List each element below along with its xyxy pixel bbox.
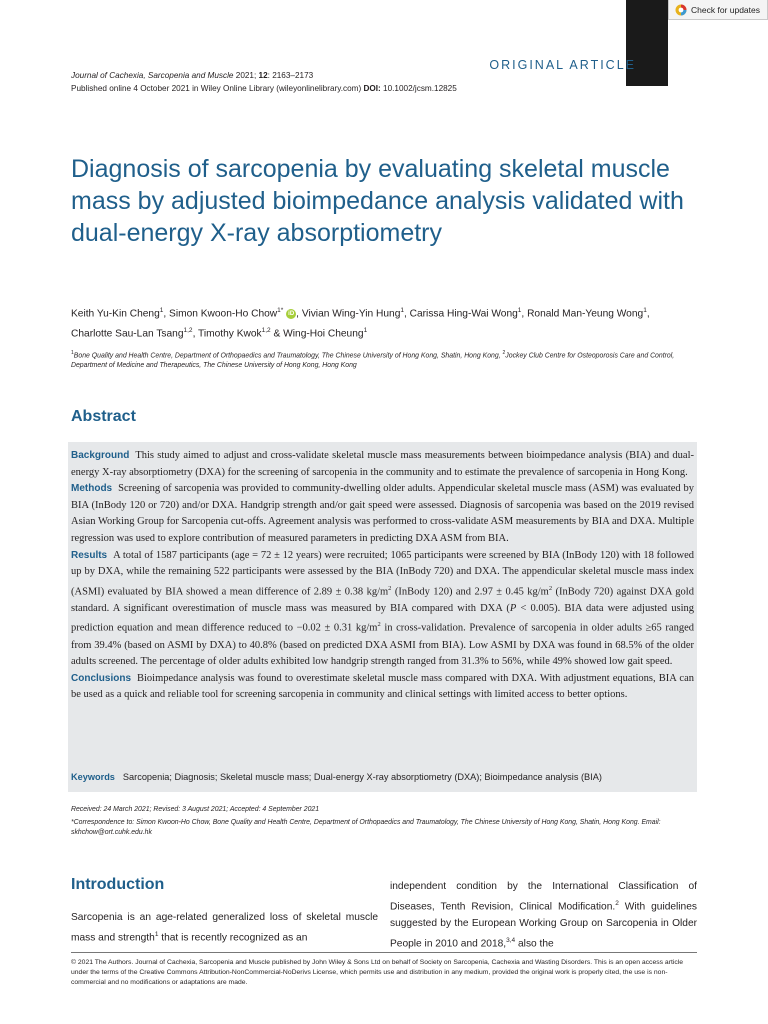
p-value-symbol: P [509,602,517,614]
author-name[interactable]: , Vivian Wing-Yin Hung [296,308,401,320]
keywords-label: Keywords [71,772,115,782]
author-name[interactable]: Keith Yu-Kin Cheng [71,308,160,320]
introduction-heading: Introduction [71,876,165,893]
header-tab-decoration [626,0,668,86]
affiliations [71,348,691,371]
body-text: also the [515,938,554,950]
orcid-icon[interactable]: iD [288,310,295,317]
affiliation-mark: 2 [502,350,506,356]
author-name[interactable]: & Wing-Hoi Cheung [270,328,364,340]
superscript: 2 [548,584,553,592]
article-type-label: ORIGINAL ARTICLE [489,58,636,72]
introduction-column-right [390,878,697,953]
superscript: 2 [377,621,381,629]
abstract-section-text: This study aimed to adjust and cross-validate skeletal muscle mass measurements between bioimpedance analysis (BIA) and dual-energy X-ray absorptiometry (DXA) for the screening of sarcopenia in the community and to estimate the prevalence of sarcopenia in Hong Kong. [71,450,694,478]
check-for-updates-button[interactable] [668,0,768,20]
author-affiliation-mark: 1 [643,307,647,314]
citation-link[interactable]: 1 [154,931,159,938]
abstract-section-label: Background [71,450,130,461]
abstract-section-text: Bioimpedance analysis was found to overestimate skeletal muscle mass compared with DXA. With adjustment equations, BIA can be used as a quick and reliable tool for screening sarcopenia in community and clinical settings with limited access to better options. [71,672,694,701]
journal-name: Journal of Cachexia, Sarcopenia and Muscle [71,71,234,80]
body-text: With guidelines suggested by the European Working Group on Sarcopenia in Older People in 2010 and 2018, [390,901,697,950]
doi-link[interactable]: 10.1002/jcsm.12825 [380,84,457,93]
abstract-results-paragraph [71,548,694,671]
correspondence-note: *Correspondence to: Simon Kwoon-Ho Chow, Bone Quality and Health Centre, Department of Orthopaedics and Traumatology, The Chinese University of Hong Kong, Shatin, Hong Kong. Email: skhchow@ort.cuhk.edu.hk [71,819,661,836]
license-footer: © 2021 The Authors. Journal of Cachexia, Sarcopenia and Muscle published by John Wiley & Sons Ltd on behalf of Society on Sarcopenia, Cachexia and Wasting Disorders. This is an open access article under the terms of the Creative Commons Attribution-NonCommercial-NoDerivs License, which permits use and distribution in any medium, provided the original work is properly cited, the use is non-commercial and no modifications or adaptations are made. [71,959,684,986]
abstract-heading: Abstract [71,408,136,425]
abstract-section-text: Screening of sarcopenia was provided to community-dwelling older adults. Appendicular skeletal muscle mass (ASM) was evaluated by BIA (InBody 120 or 720) and/or DXA. Handgrip strength and/or gait speed were assessed. Diagnosis of sarcopenia was based on the 2019 revised Asian Working Group for Sarcopenia cut-offs. Agreement analysis was performed to cross-validate ASM measurements by BIA and DXA. Multiple regression was used to explore contribution of measured parameters in predicting DXA ASM from BIA. [71,483,694,544]
author-name[interactable]: , Simon Kwoon-Ho Chow [163,308,278,320]
abstract-section-label: Results [71,549,108,561]
author-affiliation-mark: 1* [277,307,284,314]
crossmark-icon [675,4,687,16]
journal-volume: 12 [258,71,268,80]
author-name[interactable]: , Charlotte Sau-Lan Tsang [71,308,650,340]
abstract-conclusions-paragraph [71,671,694,704]
abstract-section-text: (InBody 720) against DXA gold standard. A significant overestimation of muscle mass was measured by BIA compared with DXA ( [71,586,694,614]
author-name[interactable]: , Ronald Man-Yeung Wong [521,308,644,320]
received-dates: Received: 24 March 2021; Revised: 3 August 2021; Accepted: 4 September 2021 [71,806,320,813]
author-affiliation-mark: 1,2 [261,327,271,335]
body-text: independent condition by the International Classification of Diseases, Tenth Revision, Clinical Modification. [390,881,697,913]
affiliation-text: Jockey Club Centre for Osteoporosis Care and Control, Department of Medicine and Therapeutics, The Chinese University of Hong Kong, Hong Kong [71,352,675,370]
abstract-body [71,448,694,704]
article-title: Diagnosis of sarcopenia by evaluating skeletal muscle mass by adjusted bioimpedance analysis validated with dual-energy X-ray absorptiometry [71,155,684,247]
check-for-updates-label: Check for updates [691,4,760,15]
author-name[interactable]: , Timothy Kwok [192,328,262,340]
superscript: 2 [388,584,392,592]
body-text: Sarcopenia is an age-related generalized loss of skeletal muscle mass and strength [71,912,378,944]
doi-label: DOI: [363,84,381,93]
journal-citation [71,71,313,80]
journal-pages: : 2163–2173 [267,71,314,80]
body-text: that is recently recognized as an [158,932,308,944]
abstract-section-text: (InBody 120) and 2.97 ± 0.45 kg/m [391,586,549,598]
abstract-section-text: A total of 1587 participants (age = 72 ± 12 years) were recruited; 1065 participants were screened by BIA (InBody 120) with 18 followed up by DXA, while the remaining 522 participants were assessed by the BIA (InBody 720) and DXA. The appendicular skeletal muscle mass index (ASMI) evaluated by BIA showed a mean difference of 2.89 ± 0.38 kg/m [71,549,694,598]
abstract-background-paragraph [71,448,694,481]
author-list [71,302,691,343]
published-line [71,84,457,93]
abstract-methods-paragraph [71,481,694,547]
author-affiliation-mark: 1 [363,327,368,335]
citation-link[interactable]: 2 [615,900,619,907]
affiliation-text: Bone Quality and Health Centre, Department of Orthopaedics and Traumatology, The Chinese University of Hong Kong, Shatin, Hong Kong, [73,352,503,360]
affiliation-mark: 1 [71,350,74,356]
author-affiliation-mark: 1 [159,307,164,314]
author-affiliation-mark: 1 [400,307,404,314]
journal-year: 2021; [233,71,259,80]
abstract-section-label: Conclusions [71,672,132,684]
citation-link[interactable]: 3,4 [506,937,516,945]
abstract-section-text: < 0.005). BIA data were adjusted using prediction equation and mean difference reduced to −0.02 ± 0.31 kg/m [71,602,694,634]
introduction-column-left [71,909,378,946]
published-text: Published online 4 October 2021 in Wiley Online Library (wileyonlinelibrary.com) [71,84,364,93]
author-affiliation-mark: 1,2 [183,327,193,335]
keywords-list: Sarcopenia; Diagnosis; Skeletal muscle mass; Dual-energy X-ray absorptiometry (DXA); Bioimpedance analysis (BIA) [122,772,602,782]
footer-divider [71,952,697,953]
author-name[interactable]: , Carissa Hing-Wai Wong [403,308,518,320]
author-affiliation-mark: 1 [517,307,522,314]
keywords-row [71,772,602,782]
abstract-section-text: in cross-validation. Prevalence of sarcopenia in older adults ≥65 ranged from 39.4% (based on ASMI by DXA) to 40.8% (based on predicted DXA ASMI from BIA). Low ASMI by DXA was found in 68.5% of the older adults screened. The percentage of older adults exhibited low handgrip strength ranged from 31.3% to 56%, while 49% showed low gait speed. [71,622,694,668]
abstract-section-label: Methods [71,483,113,495]
